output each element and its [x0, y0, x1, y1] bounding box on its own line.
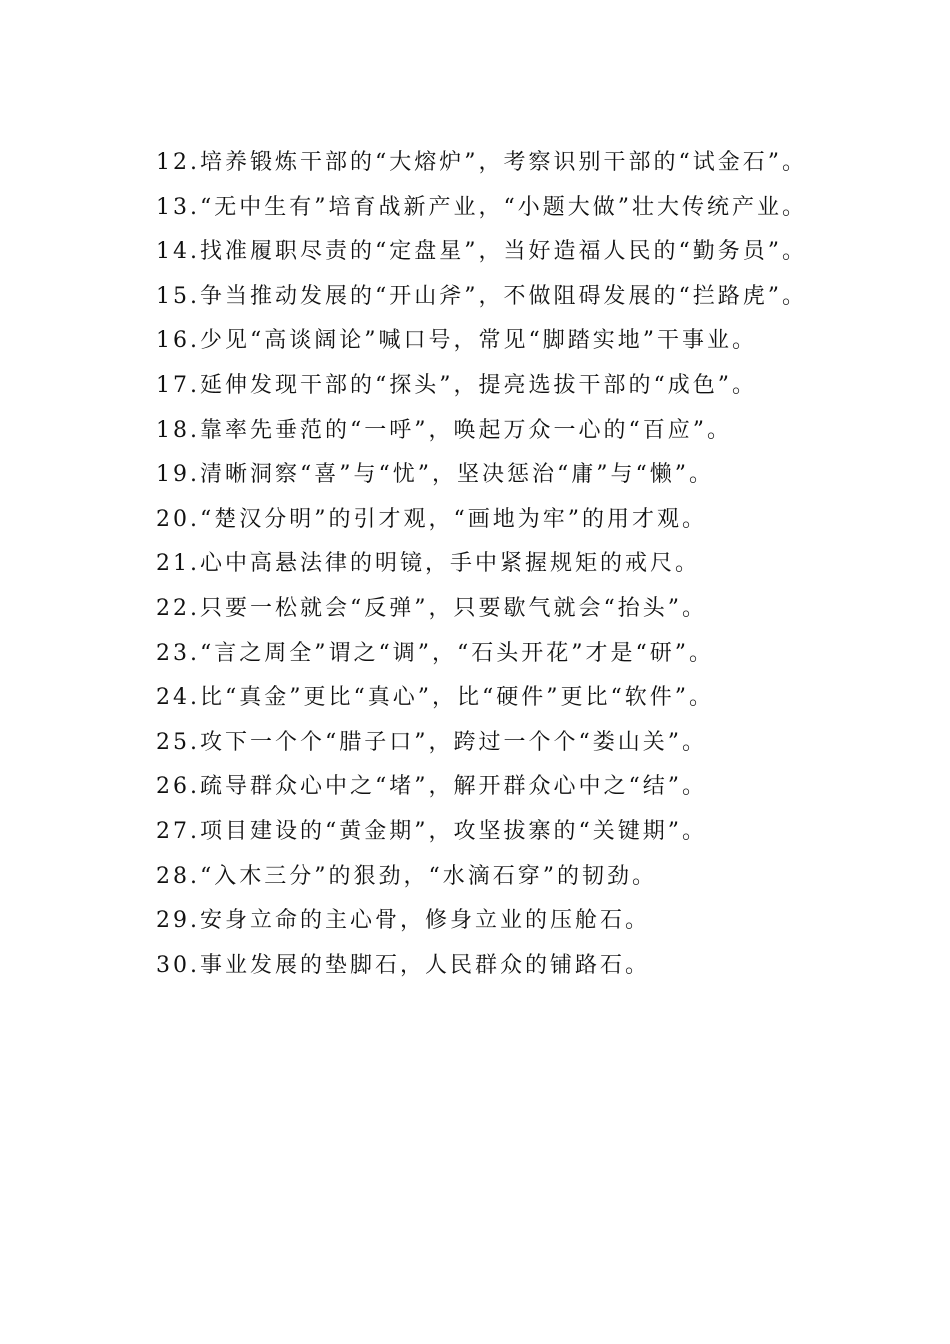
list-item-23: 23.“言之周全”谓之“调”，“石头开花”才是“研”。 — [156, 640, 714, 666]
list-item-21: 21.心中高悬法律的明镜，手中紧握规矩的戒尺。 — [156, 551, 700, 577]
list-item-30: 30.事业发展的垫脚石，人民群众的铺路石。 — [156, 952, 650, 978]
list-item-19: 19.清晰洞察“喜”与“忧”，坚决惩治“庸”与“懒”。 — [156, 462, 714, 488]
list-item-24: 24.比“真金”更比“真心”，比“硬件”更比“软件”。 — [156, 685, 714, 711]
list-item-22: 22.只要一松就会“反弹”，只要歇气就会“抬头”。 — [156, 595, 707, 621]
list-item-25: 25.攻下一个个“腊子口”，跨过一个个“娄山关”。 — [156, 729, 707, 755]
list-item-14: 14.找准履职尽责的“定盘星”，当好造福人民的“勤务员”。 — [156, 239, 807, 265]
list-item-20: 20.“楚汉分明”的引才观，“画地为牢”的用才观。 — [156, 506, 707, 532]
list-item-13: 13.“无中生有”培育战新产业，“小题大做”壮大传统产业。 — [156, 194, 807, 220]
list-item-15: 15.争当推动发展的“开山斧”，不做阻碍发展的“拦路虎”。 — [156, 283, 807, 309]
list-item-27: 27.项目建设的“黄金期”，攻坚拔寨的“关键期”。 — [156, 818, 707, 844]
list-item-18: 18.靠率先垂范的“一呼”，唤起万众一心的“百应”。 — [156, 417, 732, 443]
list-item-26: 26.疏导群众心中之“堵”，解开群众心中之“结”。 — [156, 774, 707, 800]
list-item-17: 17.延伸发现干部的“探头”，提亮选拔干部的“成色”。 — [156, 372, 757, 398]
list-item-12: 12.培养锻炼干部的“大熔炉”，考察识别干部的“试金石”。 — [156, 150, 807, 175]
list-item-29: 29.安身立命的主心骨，修身立业的压舱石。 — [156, 908, 650, 934]
document-body — [120, 141, 826, 988]
list-item-16: 16.少见“高谈阔论”喊口号，常见“脚踏实地”干事业。 — [156, 328, 757, 354]
list-item-28: 28.“入木三分”的狠劲，“水滴石穿”的韧劲。 — [156, 863, 657, 889]
